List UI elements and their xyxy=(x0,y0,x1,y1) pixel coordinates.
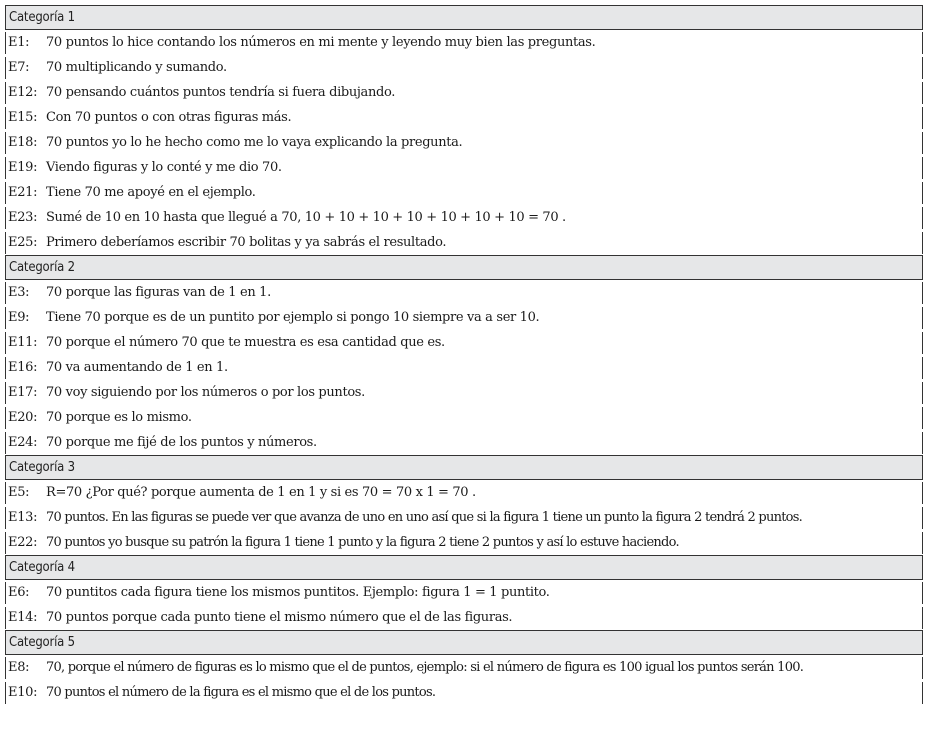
response-text: 70 multiplicando y sumando. xyxy=(46,60,227,75)
student-code: E19: xyxy=(8,160,38,175)
response-row xyxy=(5,55,923,80)
response-text: 70 puntos yo busque su patrón la figura 1 tiene 1 punto y la figura 2 tiene 2 puntos y así lo estuve haciendo. xyxy=(46,535,679,550)
student-code: E3: xyxy=(8,285,30,300)
response-text: 70 porque me fijé de los puntos y números. xyxy=(46,435,317,450)
student-code: E24: xyxy=(8,435,38,450)
response-text: 70 puntos. En las figuras se puede ver que avanza de uno en uno así que si la figura 1 tiene un punto la figura 2 tendrá 2 puntos. xyxy=(46,510,803,525)
response-text: 70 voy siguiendo por los números o por los puntos. xyxy=(46,385,365,400)
response-text: Tiene 70 me apoyé en el ejemplo. xyxy=(46,185,256,200)
response-text: 70 porque las figuras van de 1 en 1. xyxy=(46,285,271,300)
response-row xyxy=(5,480,923,505)
response-row xyxy=(5,105,923,130)
response-row xyxy=(5,680,923,705)
response-text: Viendo figuras y lo conté y me dio 70. xyxy=(46,160,282,175)
student-code: E8: xyxy=(8,660,30,675)
response-row xyxy=(5,655,923,680)
student-code: E1: xyxy=(8,35,30,50)
student-code: E13: xyxy=(8,510,38,525)
responses-table xyxy=(5,5,923,705)
response-text: Sumé de 10 en 10 hasta que llegué a 70, 10 + 10 + 10 + 10 + 10 + 10 + 10 = 70 . xyxy=(46,210,566,225)
response-row xyxy=(5,155,923,180)
category-header: Categoría 2 xyxy=(5,255,923,280)
response-row xyxy=(5,80,923,105)
response-row xyxy=(5,505,923,530)
response-row xyxy=(5,580,923,605)
response-text: 70 puntos lo hice contando los números en mi mente y leyendo muy bien las preguntas. xyxy=(46,35,596,50)
response-row xyxy=(5,605,923,630)
response-text: R=70 ¿Por qué? porque aumenta de 1 en 1 y si es 70 = 70 x 1 = 70 . xyxy=(46,485,476,500)
response-text: Primero deberíamos escribir 70 bolitas y ya sabrás el resultado. xyxy=(46,235,447,250)
response-text: 70 puntos porque cada punto tiene el mismo número que el de las figuras. xyxy=(46,610,513,625)
response-text: 70 pensando cuántos puntos tendría si fuera dibujando. xyxy=(46,85,395,100)
response-text: 70 puntitos cada figura tiene los mismos puntitos. Ejemplo: figura 1 = 1 puntito. xyxy=(46,585,550,600)
student-code: E15: xyxy=(8,110,38,125)
response-row xyxy=(5,30,923,55)
category-header: Categoría 3 xyxy=(5,455,923,480)
response-text: 70 porque es lo mismo. xyxy=(46,410,192,425)
response-row xyxy=(5,330,923,355)
student-code: E7: xyxy=(8,60,30,75)
response-text: 70 puntos yo lo he hecho como me lo vaya explicando la pregunta. xyxy=(46,135,463,150)
response-row xyxy=(5,530,923,555)
response-row xyxy=(5,405,923,430)
response-text: Con 70 puntos o con otras figuras más. xyxy=(46,110,292,125)
response-row xyxy=(5,280,923,305)
response-text: Tiene 70 porque es de un puntito por ejemplo si pongo 10 siempre va a ser 10. xyxy=(46,310,540,325)
student-code: E23: xyxy=(8,210,38,225)
response-row xyxy=(5,380,923,405)
student-code: E21: xyxy=(8,185,38,200)
response-text: 70, porque el número de figuras es lo mismo que el de puntos, ejemplo: si el número de figura es 100 igual los puntos serán 100. xyxy=(46,660,804,675)
response-text: 70 puntos el número de la figura es el mismo que el de los puntos. xyxy=(46,685,436,700)
student-code: E6: xyxy=(8,585,30,600)
student-code: E12: xyxy=(8,85,38,100)
response-row xyxy=(5,430,923,455)
student-code: E22: xyxy=(8,535,38,550)
student-code: E11: xyxy=(8,335,38,350)
response-text: 70 va aumentando de 1 en 1. xyxy=(46,360,228,375)
student-code: E18: xyxy=(8,135,38,150)
student-code: E20: xyxy=(8,410,38,425)
response-row xyxy=(5,130,923,155)
student-code: E16: xyxy=(8,360,38,375)
student-code: E17: xyxy=(8,385,38,400)
response-row xyxy=(5,205,923,230)
student-code: E25: xyxy=(8,235,38,250)
response-text: 70 porque el número 70 que te muestra es esa cantidad que es. xyxy=(46,335,445,350)
student-code: E5: xyxy=(8,485,30,500)
category-header: Categoría 1 xyxy=(5,5,923,30)
student-code: E10: xyxy=(8,685,38,700)
student-code: E9: xyxy=(8,310,30,325)
category-header: Categoría 4 xyxy=(5,555,923,580)
response-row xyxy=(5,180,923,205)
response-row xyxy=(5,230,923,255)
category-header: Categoría 5 xyxy=(5,630,923,655)
response-row xyxy=(5,355,923,380)
student-code: E14: xyxy=(8,610,38,625)
response-row xyxy=(5,305,923,330)
